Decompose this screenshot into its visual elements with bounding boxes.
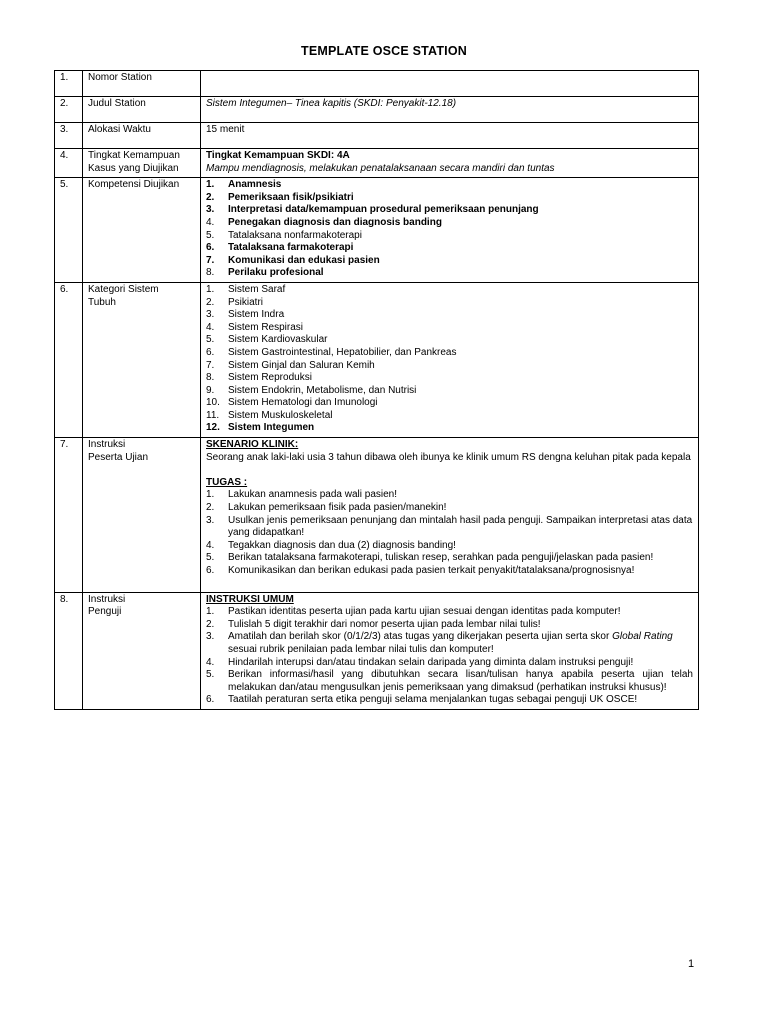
row-label-line: Kasus yang Diujikan [88,162,179,174]
skdi-level-description: Mampu mendiagnosis, melakukan penatalaksanaan secara mandiri dan tuntas [206,162,555,174]
list-item: 5. Berikan informasi/hasil yang dibutuhkan secara lisan/tulisan hanya apabila peserta ujian telah melakukan dan/atau mengusulkan jenis pemeriksaan yang dimaksud (perhatikan instruksi khusus)! [206,669,693,693]
row-label: Judul Station [83,97,201,123]
list-item: 5. Tatalaksana nonfarmakoterapi [206,229,362,241]
list-item: 6. Taatilah peraturan serta etika penguji selama menjalankan tugas sebagai penguji UK OSCE! [206,694,638,706]
table-row-nomor-station [55,71,699,97]
list-item: 4. Tegakkan diagnosis dan dua (2) diagnosis banding! [206,539,456,551]
list-item: 3. Sistem Indra [206,309,285,321]
row-label [83,282,201,437]
list-item: 1. Pastikan identitas peserta ujian pada kartu ujian sesuai dengan identitas pada komputer! [206,606,621,618]
spacer [206,464,693,477]
row-number: 4. [55,149,83,178]
list-item: 4. Sistem Respirasi [206,321,304,333]
page-title: TEMPLATE OSCE STATION [300,44,467,58]
list-item: 1. Lakukan anamnesis pada wali pasien! [206,489,397,501]
row-label-line: Kategori Sistem [88,283,159,295]
row-number: 1. [55,71,83,97]
page-number: 1 [688,958,695,970]
row-label [83,149,201,178]
table-row-instruksi-penguji [55,592,699,709]
list-item: 12. Sistem Integumen [206,422,315,434]
list-item: 11. Sistem Muskuloskeletal [206,409,333,421]
instruksi-peserta-content [201,438,699,593]
list-item: 6. Tatalaksana farmakoterapi [206,242,354,254]
scenario-text: Seorang anak laki-laki usia 3 tahun dibawa oleh ibunya ke klinik umum RS dengna keluhan pitak pada kepala [206,451,691,463]
list-item: 4. Penegakan diagnosis dan diagnosis banding [206,216,442,228]
skdi-level-heading: Tingkat Kemampuan SKDI: 4A [206,150,350,161]
row-number: 3. [55,123,83,149]
row-label-line: Tingkat Kemampuan [88,150,180,161]
kategori-sistem-list [201,282,699,437]
nomor-station-value [201,71,699,97]
list-item: 5. Berikan tatalaksana farmakoterapi, tuliskan resep, serahkan pada penguji/jelaskan pada pasien! [206,552,654,564]
row-label: Alokasi Waktu [83,123,201,149]
list-item: 4. Hindarilah interupsi dan/atau tindakan selain daripada yang diminta dalam instruksi penguji! [206,656,634,668]
row-label-line: Instruksi [88,439,126,451]
row-number: 2. [55,97,83,123]
list-item: 8. Sistem Reproduksi [206,372,312,384]
instruksi-penguji-content [201,592,699,709]
list-item: 2. Tulislah 5 digit terakhir dari nomor peserta ujian pada lembar nilai tulis! [206,618,541,630]
row-number: 6. [55,282,83,437]
row-number: 8. [55,592,83,709]
table-row-kompetensi [55,178,699,283]
list-item: 9. Sistem Endokrin, Metabolisme, dan Nutrisi [206,384,417,396]
kompetensi-list [201,178,699,283]
list-item: 7. Komunikasi dan edukasi pasien [206,254,380,266]
list-item: 6. Komunikasikan dan berikan edukasi pada pasien terkait penyakit/tatalaksana/prognosisnya! [206,565,635,576]
list-item: 1. Sistem Saraf [206,283,286,295]
table-row-judul-station [55,97,699,123]
row-label-line: Peserta Ujian [88,451,149,463]
row-label: Kompetensi Diujikan [83,178,201,283]
row-label-line: Instruksi [88,593,126,605]
list-item: 10. Sistem Hematologi dan Imunologi [206,397,378,409]
list-item: 1. Anamnesis [206,179,282,191]
list-item: 3. Usulkan jenis pemeriksaan penunjang dan mintalah hasil pada penguji. Sampaikan interpretasi atas data yang didapatkan! [206,514,693,539]
row-label [83,438,201,593]
row-label-line: Tubuh [88,296,116,308]
row-label: Nomor Station [83,71,201,97]
osce-station-table [54,70,699,710]
list-item: 2. Pemeriksaan fisik/psikiatri [206,191,354,203]
row-label-line: Penguji [88,606,122,618]
table-row-tingkat-kemampuan [55,149,699,178]
table-row-instruksi-peserta [55,438,699,593]
row-number: 5. [55,178,83,283]
list-item: 7. Sistem Ginjal dan Saluran Kemih [206,359,375,371]
tasks-heading: TUGAS : [206,476,248,488]
list-item: 8. Perilaku profesional [206,267,324,279]
list-item: 6. Sistem Gastrointestinal, Hepatobilier, dan Pankreas [206,346,457,358]
list-item: 2. Psikiatri [206,296,264,308]
list-item: 5. Sistem Kardiovaskular [206,334,328,346]
alokasi-waktu-value: 15 menit [201,123,699,149]
list-item: 3. Interpretasi data/kemampuan prosedural pemeriksaan penunjang [206,204,539,216]
table-row-kategori-sistem [55,282,699,437]
list-item: 3. Amatilah dan berilah skor (0/1/2/3) atas tugas yang dikerjakan peserta ujian serta skor Global Rating sesuai rubrik penilaian pada lembar nilai tulis dan komputer! [206,631,673,655]
tingkat-kemampuan-value [201,149,699,178]
list-item: 2. Lakukan pemeriksaan fisik pada pasien/manekin! [206,502,447,514]
row-label [83,592,201,709]
scenario-heading: SKENARIO KLINIK: [206,439,299,451]
instruksi-umum-heading: INSTRUKSI UMUM [206,593,294,605]
judul-station-value: Sistem Integumen– Tinea kapitis (SKDI: Penyakit-12.18) [201,97,699,123]
row-number: 7. [55,438,83,593]
table-row-alokasi-waktu [55,123,699,149]
